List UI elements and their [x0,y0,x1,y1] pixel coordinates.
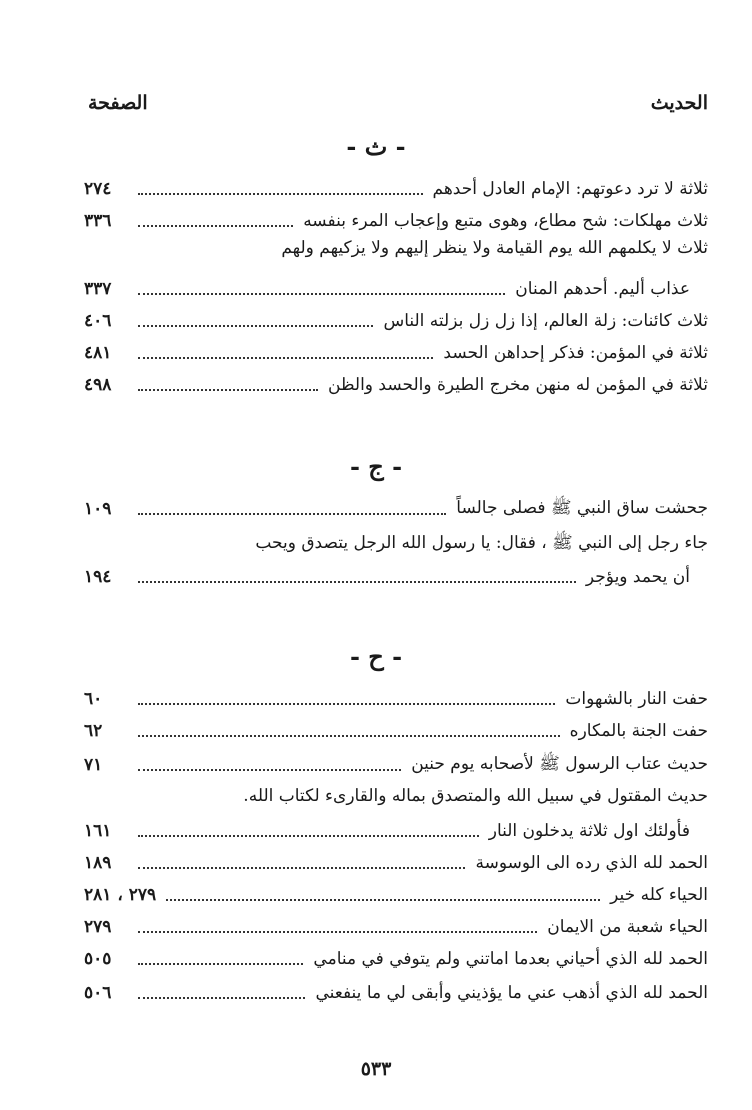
index-entry [84,494,708,524]
entry-text: الحمد لله الذي أحياني بعدما اماتني ولم يتوفي في منامي [313,949,708,969]
entry-page: ١٨٩ [84,853,112,873]
dot-leader [138,501,446,515]
page-number: ٥٣٣ [360,1058,392,1080]
entry-page: ١٩٤ [84,567,112,587]
index-entry [84,716,708,746]
index-entry [84,848,708,878]
index-entry [84,370,708,400]
dot-leader [138,855,465,869]
index-entry [84,338,708,368]
index-entry [84,912,708,942]
dot-leader [138,919,537,933]
entry-page: ٥٠٥ [84,949,112,969]
entry-text: عذاب أليم. أحدهم المنان [515,279,690,299]
index-entry [84,562,708,592]
dot-leader [138,213,293,227]
index-entry [84,750,708,780]
entry-page: ١٠٩ [84,499,112,519]
dot-leader [138,313,373,327]
entry-text-line: جاء رجل إلى النبي ﷺ ، فقال: يا رسول الله الرجل يتصدق ويحب [255,533,708,553]
index-entry [84,944,708,974]
entry-text: ثلاثة في المؤمن له منهن مخرج الطيرة والحسد والظن [328,375,708,395]
section-letter-tha: - ث - [346,132,406,161]
dot-leader [166,887,600,901]
entry-page: ٧١ [84,755,103,775]
entry-text: ثلاث مهلكات: شح مطاع، وهوى متبع وإعجاب المرء بنفسه [303,211,708,231]
dot-leader [138,691,555,705]
dot-leader [138,181,423,195]
entry-page: ٣٣٧ [84,279,112,299]
index-entry [84,978,708,1008]
entry-text: ثلاث كائنات: زلة العالم، إذا زل زل بزلته الناس [383,311,708,331]
dot-leader [138,985,305,999]
dot-leader [138,345,433,359]
index-entry [84,306,708,336]
entry-page: ٤٩٨ [84,375,112,395]
entry-text: الحمد لله الذي رده الى الوسوسة [475,853,708,873]
dot-leader [138,569,576,583]
entry-text: حفت الجنة بالمكاره [569,721,708,741]
entry-text-line: ثلاث لا يكلمهم الله يوم القيامة ولا ينظر إليهم ولا يزكيهم ولهم [281,238,708,258]
entry-text: الحمد لله الذي أذهب عني ما يؤذيني وأبقى لي ما ينفعني [315,983,708,1003]
entry-page: ٢٧٤ [84,179,112,199]
dot-leader [138,281,505,295]
index-entry [84,880,708,910]
entry-text: ثلاثة في المؤمن: فذكر إحداهن الحسد [443,343,708,363]
entry-page: ٦٠ [84,689,103,709]
dot-leader [138,823,479,837]
entry-text: الحياء شعبة من الايمان [547,917,708,937]
dot-leader [138,951,303,965]
entry-text-line: حديث المقتول في سبيل الله والمتصدق بماله والقارىء لكتاب الله. [243,786,708,806]
dot-leader [138,757,401,771]
column-header-page: الصفحة [88,92,148,114]
entry-text: أن يحمد ويؤجر [585,567,690,587]
entry-page: ٦٢ [84,721,103,741]
entry-text: حديث عتاب الرسول ﷺ لأصحابه يوم حنين [411,753,708,774]
entry-page: ٢٧٩ ، ٢٨١ [84,885,157,905]
entry-text: جحشت ساق النبي ﷺ فصلى جالساً [456,497,708,518]
index-entry [84,174,708,204]
entry-text: حفت النار بالشهوات [565,689,708,709]
entry-page: ٤٨١ [84,343,112,363]
dot-leader [138,723,560,737]
index-entry [84,274,708,304]
dot-leader [138,377,318,391]
entry-text: الحياء كله خير [610,885,708,905]
entry-text: فأولئك اول ثلاثة يدخلون النار [488,821,690,841]
entry-text: ثلاثة لا ترد دعوتهم: الإمام العادل أحدهم [432,179,708,199]
index-entry [84,684,708,714]
section-letter-ha: - ح - [349,642,403,671]
column-header-hadith: الحديث [650,92,708,114]
section-letter-jim: - ج - [349,452,403,481]
index-entry [84,206,708,236]
entry-page: ٢٧٩ [84,917,112,937]
entry-page: ١٦١ [84,821,112,841]
entry-page: ٤٠٦ [84,311,112,331]
entry-page: ٣٣٦ [84,211,112,231]
index-entry [84,816,708,846]
entry-page: ٥٠٦ [84,983,112,1003]
